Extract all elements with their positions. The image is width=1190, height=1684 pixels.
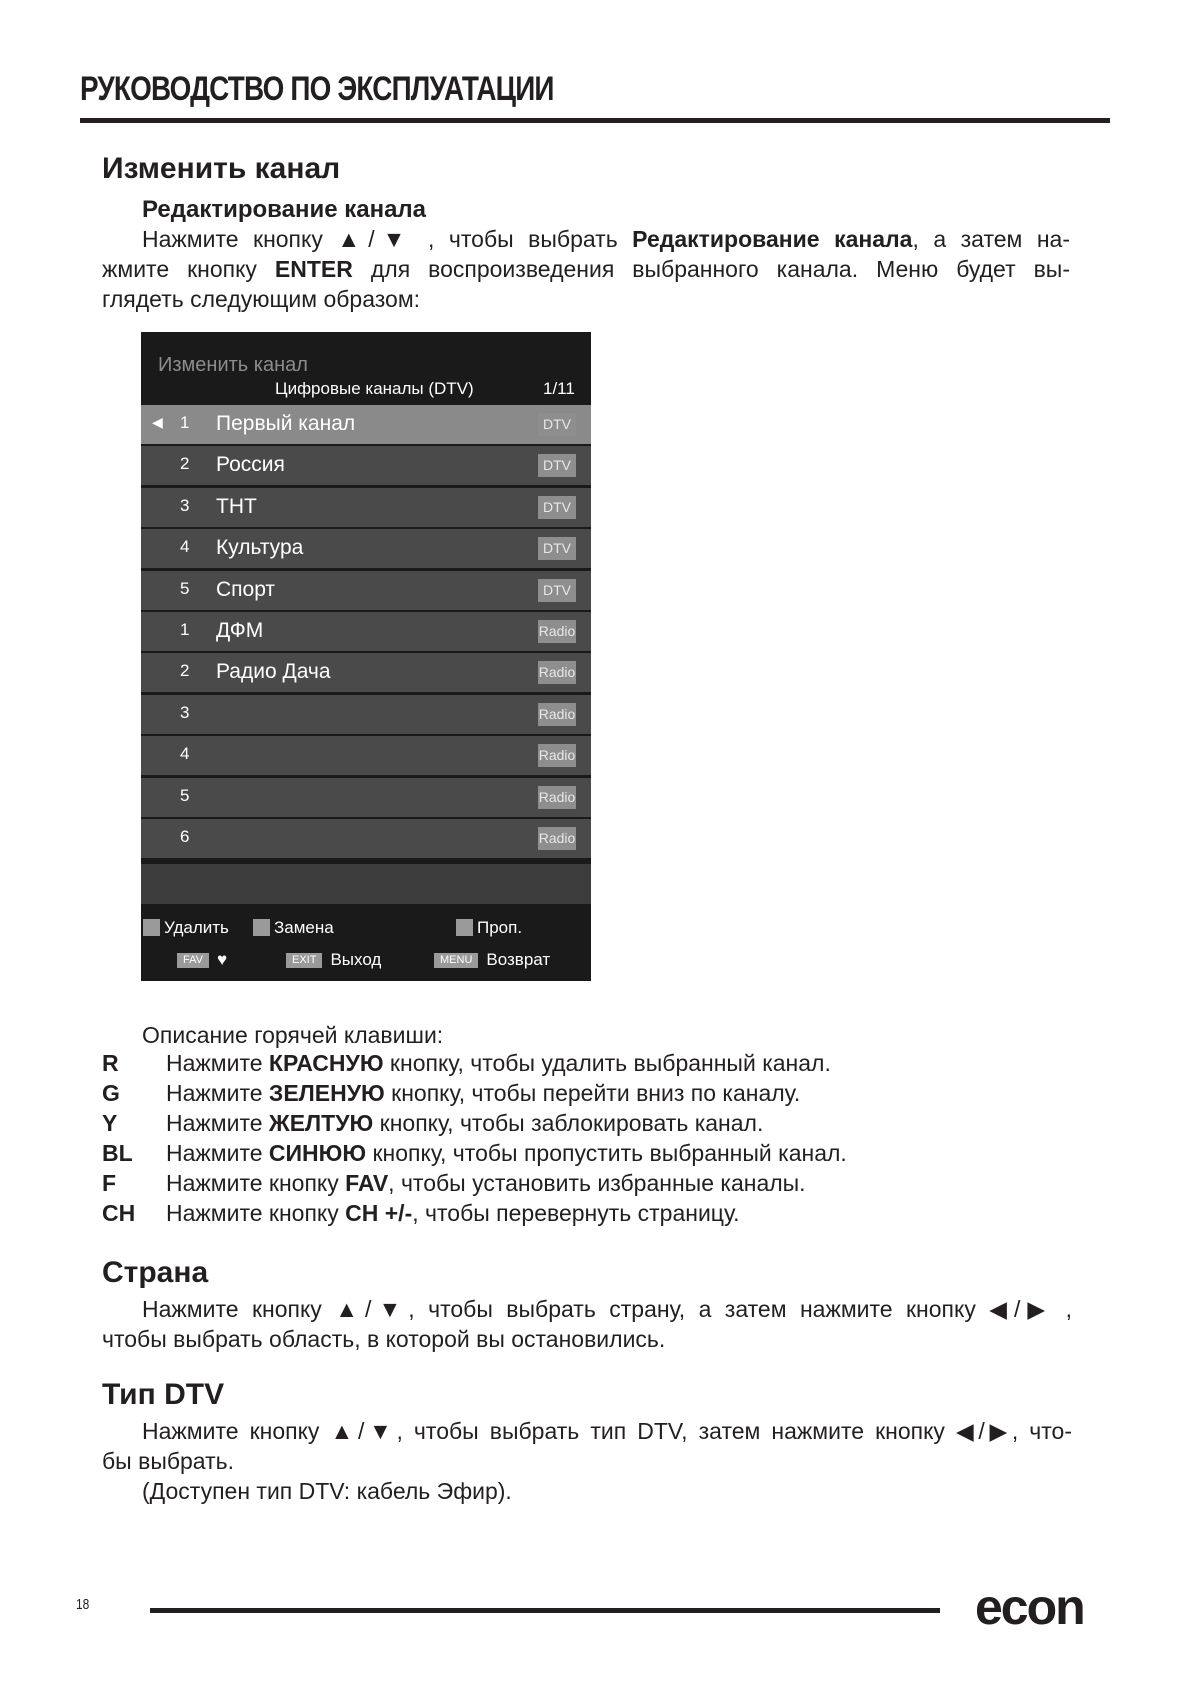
channel-number: 2: [180, 661, 190, 681]
menu-empty-row: [141, 864, 591, 904]
channel-row[interactable]: [141, 695, 591, 734]
hotkey-description: Нажмите ЖЕЛТУЮ кнопку, чтобы заблокировать канал.: [166, 1110, 764, 1136]
channel-type-badge: Radio: [538, 827, 576, 850]
menu-page-indicator: 1/11: [543, 379, 575, 398]
channel-row[interactable]: [141, 529, 591, 568]
hotkey-letter: Y: [102, 1110, 118, 1136]
channel-row[interactable]: [141, 612, 591, 651]
menu-hint: MENU Возврат: [434, 950, 550, 970]
channel-type-badge: DTV: [538, 537, 576, 560]
page-number: 18: [76, 1596, 90, 1613]
header-rule: [80, 118, 1110, 123]
hotkey-description: Нажмите КРАСНУЮ кнопку, чтобы удалить выбранный канал.: [166, 1050, 831, 1076]
dtv-line-3: (Доступен тип DTV: кабель Эфир).: [142, 1478, 512, 1504]
channel-name: Культура: [216, 536, 304, 560]
channel-list: [141, 405, 591, 860]
channel-name: Спорт: [216, 577, 276, 601]
heart-icon: ♥: [216, 950, 228, 969]
hotkey-letter: CH: [102, 1200, 136, 1226]
channel-type-badge: DTV: [538, 454, 576, 477]
fav-key: FAV: [177, 953, 209, 968]
channel-row[interactable]: [141, 446, 591, 485]
channel-type-badge: Radio: [538, 661, 576, 684]
replace-hint: Замена: [253, 918, 334, 938]
channel-name: Первый канал: [216, 412, 356, 435]
delete-hint: Удалить: [143, 918, 229, 938]
channel-row[interactable]: [141, 778, 591, 817]
channel-type-badge: DTV: [538, 413, 576, 436]
blue-key-square: [456, 919, 473, 936]
header-title: РУКОВОДСТВО ПО ЭКСПЛУАТАЦИИ: [80, 70, 554, 108]
hotkey-letter: BL: [102, 1140, 133, 1166]
channel-row[interactable]: [141, 736, 591, 775]
green-key-square: [253, 919, 270, 936]
menu-title: Изменить канал: [158, 354, 308, 376]
channel-number: 3: [180, 495, 190, 515]
channel-row[interactable]: [141, 819, 591, 858]
hotkey-description: Нажмите ЗЕЛЕНУЮ кнопку, чтобы перейти вниз по каналу.: [166, 1080, 801, 1106]
channel-number: 1: [180, 619, 190, 639]
menu-subtitle: Цифровые каналы (DTV): [275, 379, 474, 398]
channel-row[interactable]: [141, 405, 591, 444]
econ-logo: econ: [975, 1579, 1084, 1635]
channel-edit-menu: [141, 332, 591, 981]
channel-type-badge: DTV: [538, 579, 576, 602]
hotkeys-intro: Описание горячей клавиши:: [142, 1022, 444, 1048]
hotkey-letter: R: [102, 1050, 119, 1076]
hotkey-letter: F: [102, 1170, 117, 1196]
channel-type-badge: Radio: [538, 786, 576, 809]
channel-number: 1: [180, 413, 190, 432]
channel-number: 5: [180, 578, 190, 598]
subsection-title-edit: Редактирование канала: [142, 196, 427, 223]
channel-number: 4: [180, 744, 190, 764]
channel-row[interactable]: [141, 653, 591, 692]
channel-number: 5: [180, 785, 190, 805]
skip-hint: Проп.: [456, 918, 522, 938]
section-title-dtv-type: Тип DTV: [102, 1378, 225, 1411]
red-key-square: [143, 919, 160, 936]
dtv-line-1: Нажмите кнопку ▲/▼, чтобы выбрать тип DTV, затем нажмите кнопку ◀/▶, что-: [142, 1418, 1072, 1444]
hotkey-description: Нажмите кнопку CH +/-, чтобы перевернуть страницу.: [166, 1200, 740, 1226]
hotkey-description: Нажмите кнопку FAV, чтобы установить избранные каналы.: [166, 1170, 806, 1196]
channel-number: 3: [180, 702, 190, 722]
exit-hint: EXIT Выход: [286, 950, 381, 970]
country-line-2: чтобы выбрать область, в которой вы остановились.: [102, 1326, 666, 1352]
selected-arrow-icon: ◀: [152, 414, 163, 430]
footer-rule: [150, 1608, 940, 1613]
section-title-country: Страна: [102, 1256, 209, 1289]
exit-key: EXIT: [286, 953, 322, 968]
dtv-line-2: бы выбрать.: [102, 1448, 235, 1474]
channel-row[interactable]: [141, 571, 591, 610]
paragraph-line-1: Нажмите кнопку ▲/▼ , чтобы выбрать Редактирование канала, а затем на-: [142, 226, 1070, 252]
channel-type-badge: Radio: [538, 744, 576, 767]
channel-type-badge: Radio: [538, 703, 576, 726]
country-line-1: Нажмите кнопку ▲/▼, чтобы выбрать страну, а затем нажмите кнопку ◀/▶ ,: [142, 1296, 1072, 1322]
channel-number: 2: [180, 454, 190, 474]
channel-number: 4: [180, 537, 190, 557]
section-title-edit-channel: Изменить канал: [102, 152, 341, 185]
channel-row[interactable]: [141, 488, 591, 527]
hotkey-description: Нажмите СИНЮЮ кнопку, чтобы пропустить выбранный канал.: [166, 1140, 847, 1166]
channel-name: Россия: [216, 453, 285, 477]
channel-number: 6: [180, 826, 190, 846]
paragraph-line-2: жмите кнопку ENTER для воспроизведения выбранного канала. Меню будет вы-: [102, 256, 1070, 282]
channel-name: ТНТ: [216, 494, 257, 518]
hotkey-letter: G: [102, 1080, 120, 1106]
channel-type-badge: DTV: [538, 496, 576, 519]
channel-name: ДФМ: [216, 618, 264, 642]
fav-hint: [177, 950, 227, 970]
menu-key: MENU: [434, 953, 478, 968]
channel-name: Радио Дача: [216, 660, 331, 684]
paragraph-line-3: глядеть следующим образом:: [102, 286, 421, 312]
channel-type-badge: Radio: [538, 620, 576, 643]
